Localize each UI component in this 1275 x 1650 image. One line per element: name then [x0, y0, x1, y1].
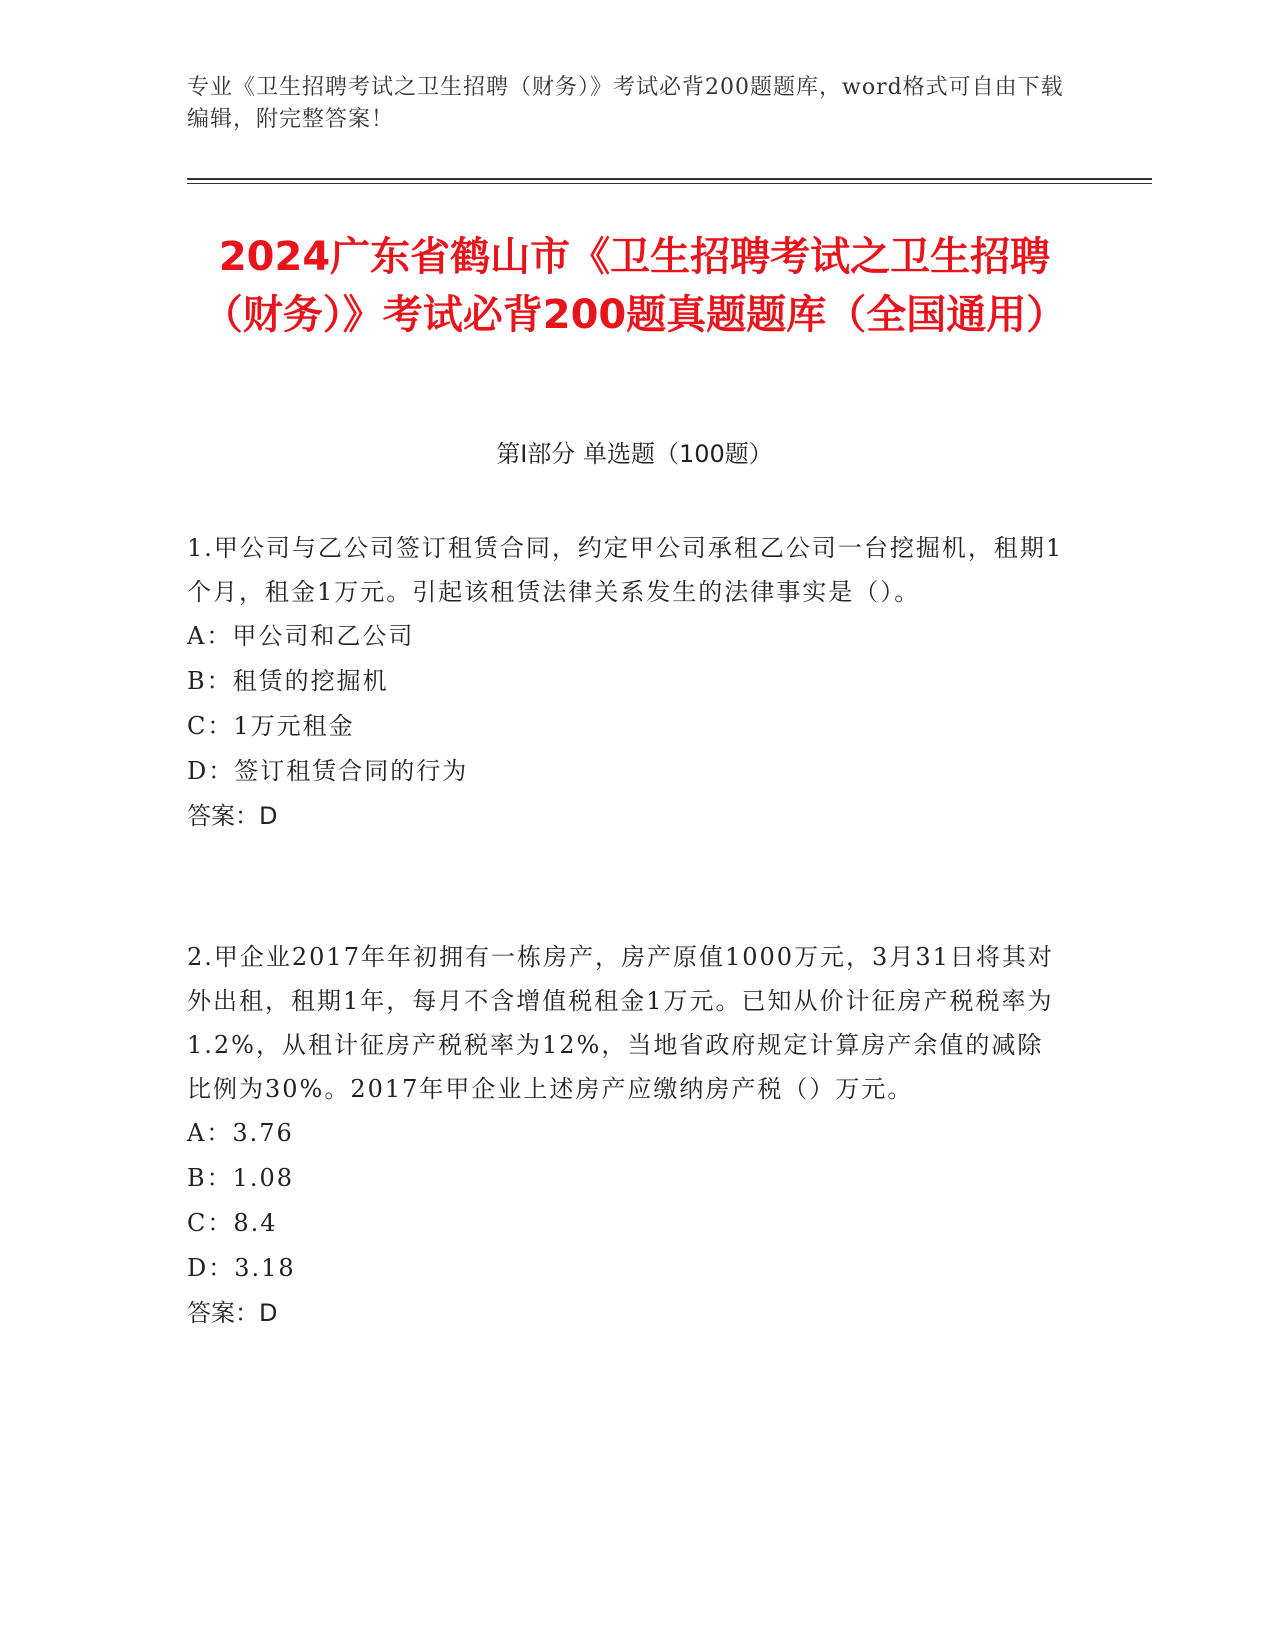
option-b: B：1.08: [187, 1164, 295, 1192]
option-c: C：8.4: [187, 1209, 278, 1237]
header-note: 专业《卫生招聘考试之卫生招聘（财务）》考试必背200题题库，word格式可自由下载编辑，附完整答案！: [187, 75, 1064, 132]
option-a: A：3.76: [187, 1119, 294, 1147]
option-d: D：3.18: [187, 1254, 296, 1282]
option-a: A：甲公司和乙公司: [187, 622, 415, 650]
document-title: 2024广东省鹤山市《卫生招聘考试之卫生招聘（财务）》考试必背200题真题题库（全国通用）: [202, 234, 1067, 338]
answer: 答案：D: [187, 1299, 278, 1327]
option-b: B：租赁的挖掘机: [187, 667, 389, 695]
header-divider-thin: [187, 183, 1152, 184]
question-2: [187, 935, 1067, 1336]
header-divider-thick: [187, 178, 1152, 180]
answer: 答案：D: [187, 802, 278, 830]
question-1: [187, 526, 1067, 839]
question-stem: 1.甲公司与乙公司签订租赁合同，约定甲公司承租乙公司一台挖掘机，租期1个月，租金1万元。引起该租赁法律关系发生的法律事实是（）。: [187, 534, 1064, 606]
section-title: 第I部分 单选题（100题）: [496, 440, 773, 468]
option-d: D：签订租赁合同的行为: [187, 757, 469, 785]
option-c: C：1万元租金: [187, 712, 355, 740]
question-stem: 2.甲企业2017年年初拥有一栋房产，房产原值1000万元，3月31日将其对外出租，租期1年，每月不含增值税租金1万元。已知从价计征房产税税率为1.2%，从租计征房产税税率为12%，当地省政府规定计算房产余值的减除比例为30%。2017年甲企业上述房产应缴纳房产税（）万元。: [187, 943, 1054, 1103]
